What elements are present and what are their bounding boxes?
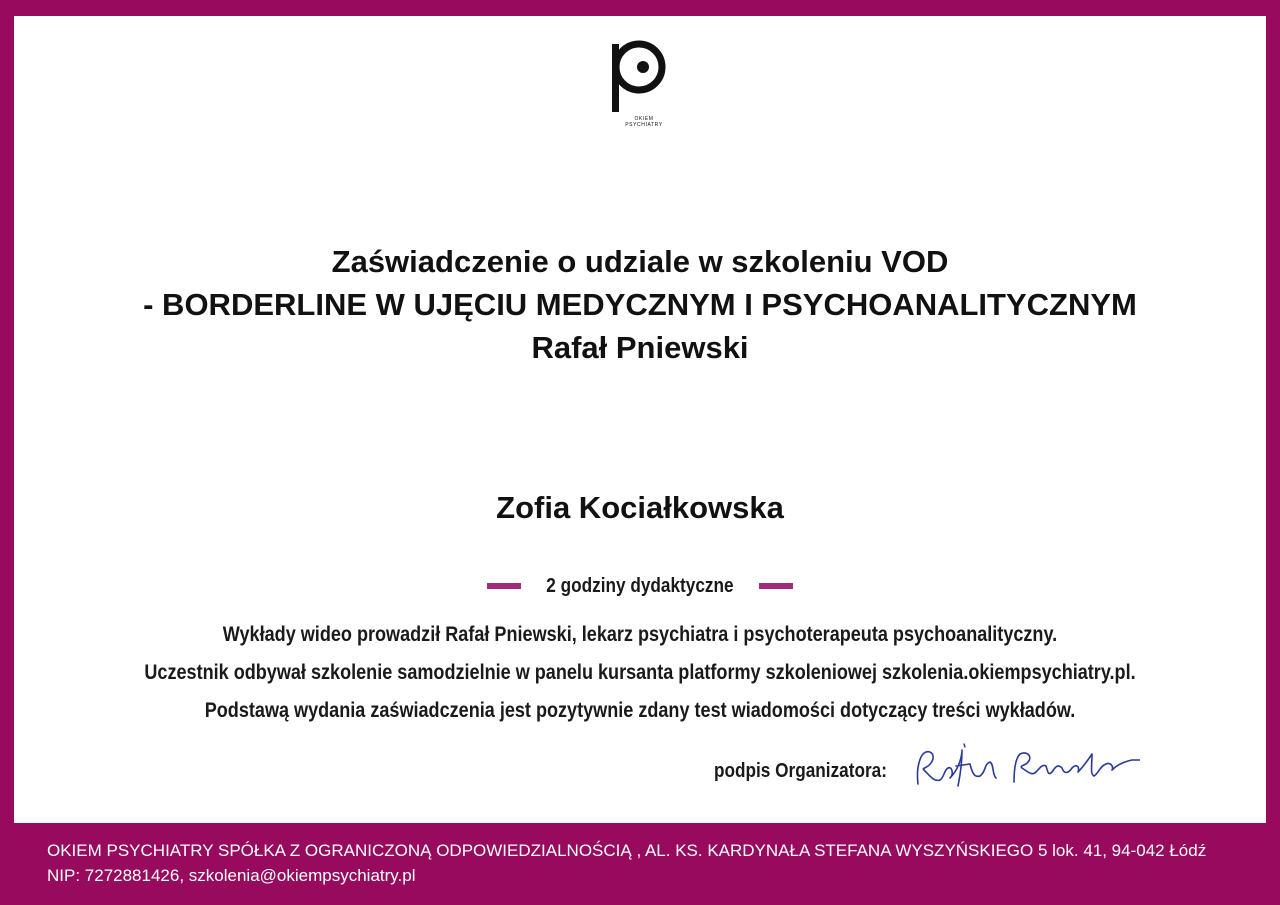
hours-row — [14, 572, 1266, 600]
accent-dash-right — [759, 583, 793, 589]
p-eye-logo-icon — [602, 32, 686, 116]
okiem-psychiatry-logo — [602, 32, 686, 136]
certificate-paper — [14, 16, 1266, 823]
body-line3: Podstawą wydania zaświadczenia jest pozytywnie zdany test wiadomości dotyczący treści wykładów. — [204, 699, 1076, 722]
organizer-signature — [910, 738, 1140, 798]
logo-text-line1: OKIEM — [634, 116, 654, 122]
footer-contact: NIP: 7272881426, szkolenia@okiempsychiatry.pl — [47, 866, 416, 885]
accent-dash-left — [487, 583, 521, 589]
certificate-body — [14, 616, 1266, 730]
logo-text-line2: PSYCHIATRY — [625, 122, 663, 128]
participant-name: Zofia Kociałkowska — [496, 490, 784, 525]
footer-address: OKIEM PSYCHIATRY SPÓŁKA Z OGRANICZONĄ ODPOWIEDZIALNOŚCIĄ , AL. KS. KARDYNAŁA STEFANA WYSZYŃSKIEGO 5 lok. 41, 94-042 Łódź — [47, 841, 1207, 860]
title-line3: Rafał Pniewski — [531, 330, 749, 365]
certificate-title — [14, 240, 1266, 369]
logo-text — [602, 116, 686, 128]
title-line2: - BORDERLINE W UJĘCIU MEDYCZNYM I PSYCHOANALITYCZNYM — [143, 287, 1137, 322]
body-line2: Uczestnik odbywał szkolenie samodzielnie w panelu kursanta platformy szkoleniowej szkolenia.okiempsychiatry.pl. — [144, 661, 1136, 684]
title-line1: Zaświadczenie o udziale w szkoleniu VOD — [331, 244, 949, 279]
body-line1: Wykłady wideo prowadził Rafał Pniewski, lekarz psychiatra i psychoterapeuta psychoanalityczny. — [222, 623, 1058, 646]
hours-label: 2 godziny dydaktyczne — [546, 574, 734, 597]
company-footer — [47, 838, 1206, 888]
signature-label: podpis Organizatora: — [714, 760, 887, 782]
